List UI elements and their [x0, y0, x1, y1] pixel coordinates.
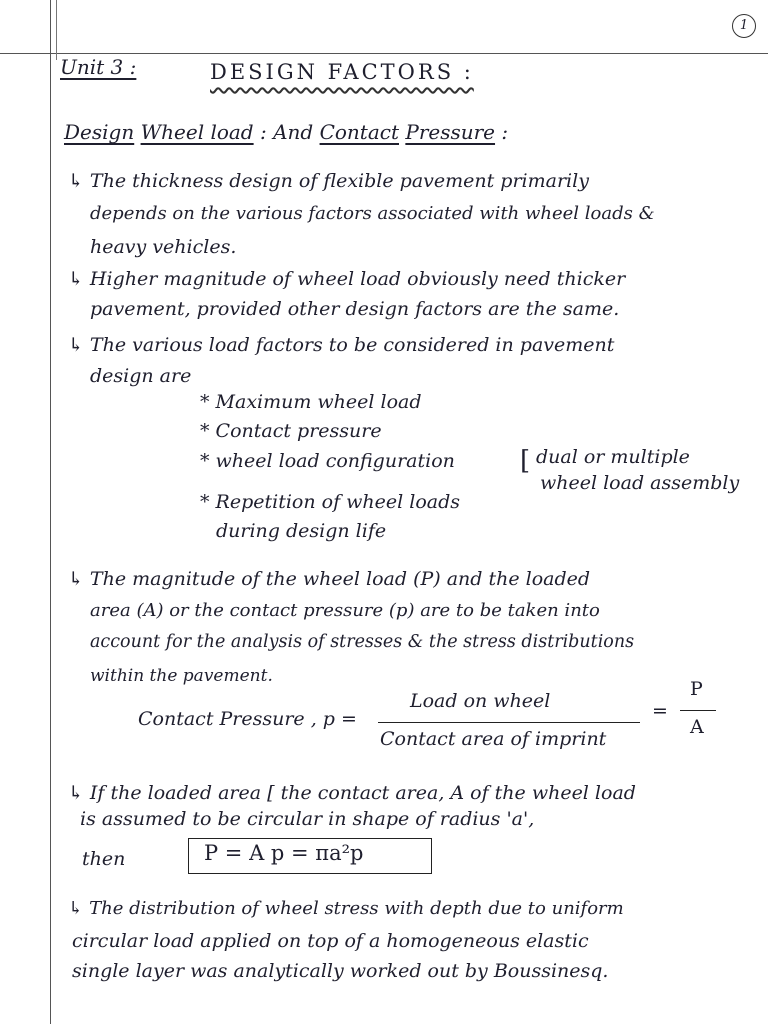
- factor-item-4-continued: during design life: [216, 520, 387, 542]
- formula-label: Contact Pressure , p =: [138, 708, 357, 730]
- formula-p-denominator: A: [690, 716, 704, 738]
- para-5-line-2: is assumed to be circular in shape of radius 'a',: [80, 808, 535, 830]
- para-6-line-3: single layer was analytically worked out by Boussinesq.: [72, 960, 609, 982]
- margin-line: [50, 0, 51, 1024]
- hook-arrow-icon: ↳: [68, 898, 84, 919]
- heading-word-and: : And: [259, 120, 314, 144]
- hook-arrow-icon: ↳: [68, 268, 84, 290]
- bullet-2-line-1: ↳ Higher magnitude of wheel load obviously need thicker: [68, 268, 626, 290]
- boxed-formula: P = A p = πa²p: [204, 841, 364, 865]
- formula-denominator: Contact area of imprint: [380, 728, 607, 750]
- para-4-line-1: ↳ The magnitude of the wheel load (P) and the loaded: [68, 568, 591, 590]
- heading-word-contact: Contact: [319, 120, 399, 144]
- bracket-glyph: [: [520, 446, 531, 476]
- bullet-1-line-2: depends on the various factors associated with wheel loads &: [90, 203, 655, 224]
- hook-arrow-icon: ↳: [68, 170, 84, 192]
- formula-numerator: Load on wheel: [410, 690, 551, 712]
- page-title: DESIGN FACTORS :: [210, 60, 474, 84]
- para-5-line-1: ↳ If the loaded area [ the contact area, A of the wheel load: [68, 782, 636, 804]
- hook-arrow-icon: ↳: [68, 782, 84, 804]
- fraction-bar-small: [680, 710, 716, 711]
- config-note-line-2: wheel load assembly: [540, 472, 740, 494]
- section-heading: [64, 120, 508, 144]
- para-6-line-2: circular load applied on top of a homogeneous elastic: [72, 930, 589, 952]
- heading-word-design: Design: [64, 120, 135, 144]
- factor-item-4: * Repetition of wheel loads: [200, 491, 461, 513]
- para-4-line-4: within the pavement.: [90, 666, 273, 686]
- top-rule: [0, 53, 768, 54]
- formula-equals: =: [652, 700, 668, 722]
- para-5-line-3: then: [82, 848, 126, 870]
- unit-label: Unit 3 :: [60, 55, 137, 79]
- page-number: 1: [732, 14, 756, 38]
- para-4-line-2: area (A) or the contact pressure (p) are to be taken into: [90, 600, 600, 621]
- factor-item-2: * Contact pressure: [200, 420, 382, 442]
- hook-arrow-icon: ↳: [68, 334, 84, 356]
- factor-item-1: * Maximum wheel load: [200, 391, 422, 413]
- heading-colon: :: [501, 120, 509, 144]
- bullet-1-line-1: ↳ The thickness design of flexible pavement primarily: [68, 170, 589, 192]
- margin-line-secondary: [56, 0, 57, 60]
- bullet-3-line-1: ↳ The various load factors to be considered in pavement: [68, 334, 615, 356]
- bullet-2-line-2: pavement, provided other design factors are the same.: [90, 298, 620, 320]
- hook-arrow-icon: ↳: [68, 568, 84, 590]
- bullet-3-line-2: design are: [90, 365, 192, 387]
- para-6-line-1: ↳ The distribution of wheel stress with depth due to uniform: [68, 898, 624, 919]
- factor-item-3: * wheel load configuration: [200, 450, 455, 472]
- heading-word-wheel-load: Wheel load: [140, 120, 254, 144]
- fraction-bar: [378, 722, 640, 723]
- formula-p-numerator: P: [690, 678, 703, 700]
- para-4-line-3: account for the analysis of stresses & the stress distributions: [90, 632, 635, 652]
- config-note-line-1: dual or multiple: [536, 446, 690, 468]
- bullet-1-line-3: heavy vehicles.: [90, 236, 237, 258]
- heading-word-pressure: Pressure: [405, 120, 496, 144]
